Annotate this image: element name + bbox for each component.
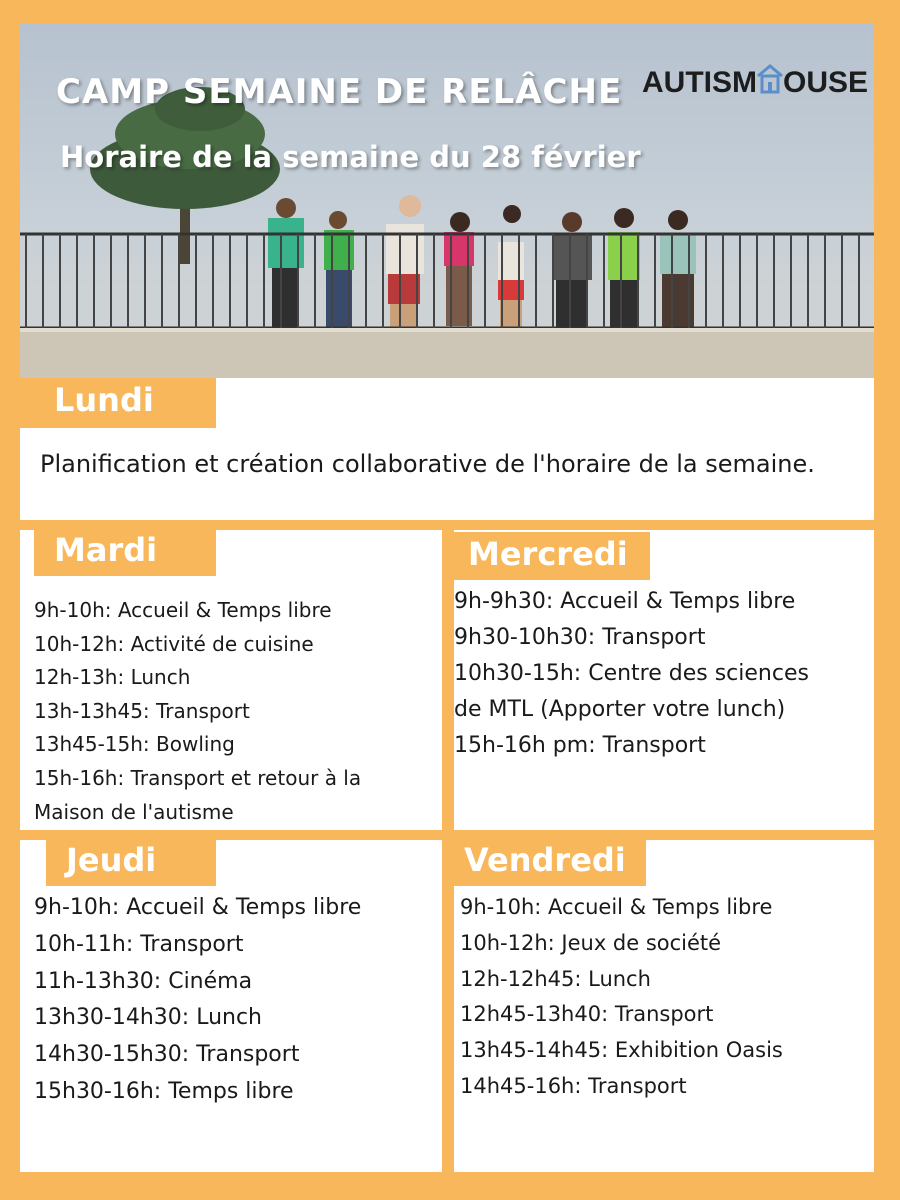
schedule-line: de MTL (Apporter votre lunch): [454, 697, 786, 722]
tuesday-schedule: [34, 594, 361, 829]
thursday-schedule: [34, 890, 361, 1111]
schedule-line: 12h-12h45: Lunch: [460, 966, 651, 991]
schedule-line: 10h30-15h: Centre des sciences: [454, 661, 809, 686]
schedule-line: 13h45-15h: Bowling: [34, 732, 235, 757]
schedule-line: 13h45-14h45: Exhibition Oasis: [460, 1038, 783, 1063]
monday-tab: Lundi: [20, 378, 216, 428]
schedule-line: 10h-12h: Activité de cuisine: [34, 631, 314, 656]
schedule-line: 14h30-15h30: Transport: [34, 1042, 300, 1068]
schedule-line: 15h-16h: Transport et retour à la: [34, 765, 362, 790]
schedule-line: 9h-10h: Accueil & Temps libre: [34, 598, 332, 622]
friday-tab: Vendredi: [454, 838, 646, 886]
poster-subtitle: Horaire de la semaine du 28 février: [60, 140, 641, 174]
logo-text-left: AUTISM: [642, 66, 757, 99]
schedule-line: 13h30-14h30: Lunch: [34, 1005, 263, 1031]
schedule-line: 15h-16h pm: Transport: [454, 733, 706, 758]
schedule-line: 9h30-10h30: Transport: [454, 625, 706, 650]
autism-house-logo: [642, 64, 868, 100]
schedule-line: 9h-9h30: Accueil & Temps libre: [454, 589, 796, 614]
thursday-tab: Jeudi: [46, 838, 216, 886]
schedule-line: 12h45-13h40: Transport: [460, 1002, 714, 1027]
schedule-line: 15h30-16h: Temps libre: [34, 1078, 294, 1104]
schedule-line: 12h-13h: Lunch: [34, 665, 191, 690]
tuesday-tab: Mardi: [34, 528, 216, 576]
monday-description: Planification et création collaborative de l'horaire de la semaine.: [40, 450, 815, 478]
schedule-line: 9h-10h: Accueil & Temps libre: [460, 895, 773, 919]
wednesday-schedule: [454, 584, 809, 764]
friday-schedule: [460, 890, 783, 1105]
schedule-line: 14h45-16h: Transport: [460, 1073, 687, 1098]
schedule-line: 13h-13h45: Transport: [34, 698, 250, 723]
schedule-line: 10h-12h: Jeux de société: [460, 930, 722, 955]
schedule-line: 10h-11h: Transport: [34, 931, 244, 957]
wednesday-tab: Mercredi: [454, 532, 650, 580]
schedule-line: 11h-13h30: Cinéma: [34, 968, 253, 994]
schedule-line: Maison de l'autisme: [34, 799, 234, 824]
hero-photo: [20, 24, 874, 378]
logo-text-right: OUSE: [783, 66, 869, 99]
schedule-line: 9h-10h: Accueil & Temps libre: [34, 895, 362, 920]
house-icon: [757, 64, 783, 94]
poster-title: CAMP SEMAINE DE RELÂCHE: [56, 72, 623, 112]
